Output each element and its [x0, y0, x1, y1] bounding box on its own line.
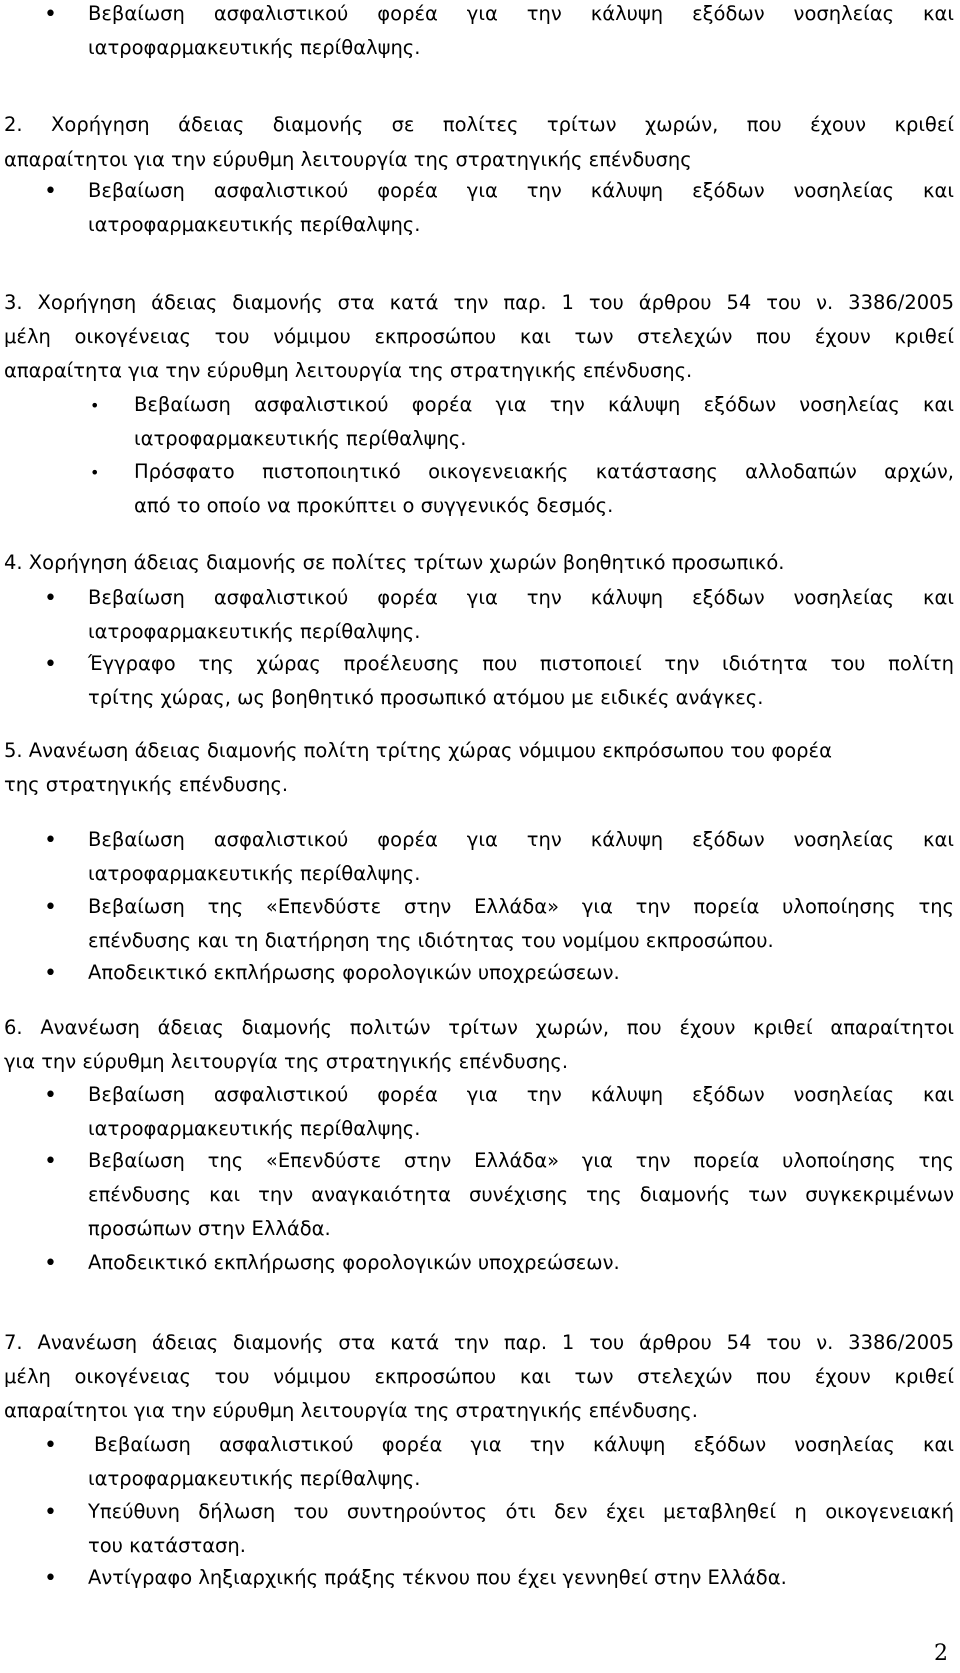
- list-item-text: Βεβαίωση ασφαλιστικού φορέα για την κάλυψη εξόδων νοσηλείας και: [88, 586, 954, 609]
- bullet-icon: •: [90, 463, 100, 482]
- list-item-text: επένδυσης και τη διατήρηση της ιδιότητας του νομίμου εκπροσώπου.: [88, 929, 774, 952]
- bullet-icon: •: [44, 1566, 57, 1591]
- bullet-icon: •: [44, 586, 57, 611]
- bullet-icon: •: [44, 1500, 57, 1525]
- list-item-text: ιατροφαρμακευτικής περίθαλψης.: [88, 620, 421, 643]
- section-heading: απαραίτητα για την εύρυθμη λειτουργία της στρατηγικής επένδυσης.: [4, 359, 693, 382]
- section-heading: 5. Ανανέωση άδειας διαμονής πολίτη τρίτης χώρας νόμιμου εκπρόσωπου του φορέα: [4, 739, 832, 762]
- list-item-text: Έγγραφο της χώρας προέλευσης που πιστοποιεί την ιδιότητα του πολίτη: [88, 652, 954, 675]
- list-item-text: προσώπων στην Ελλάδα.: [88, 1217, 331, 1240]
- section-heading: 6. Ανανέωση άδειας διαμονής πολιτών τρίτων χωρών, που έχουν κριθεί απαραίτητοι: [4, 1016, 954, 1039]
- bullet-icon: •: [44, 1149, 57, 1174]
- bullet-icon: •: [44, 179, 57, 204]
- section-heading: μέλη οικογένειας του νόμιμου εκπροσώπου και των στελεχών που έχουν κριθεί: [4, 1365, 954, 1388]
- list-item-text: του κατάσταση.: [88, 1534, 246, 1557]
- list-item-text: Βεβαίωση της «Επενδύστε στην Ελλάδα» για την πορεία υλοποίησης της: [88, 1149, 954, 1172]
- list-item-text: ιατροφαρμακευτικής περίθαλψης.: [88, 1117, 421, 1140]
- list-item-text: ιατροφαρμακευτικής περίθαλψης.: [134, 427, 467, 450]
- bullet-icon: •: [44, 652, 57, 677]
- section-heading: 2. Χορήγηση άδειας διαμονής σε πολίτες τρίτων χωρών, που έχουν κριθεί: [4, 113, 954, 136]
- section-heading: της στρατηγικής επένδυσης.: [4, 773, 289, 796]
- list-item-text: ιατροφαρμακευτικής περίθαλψης.: [88, 213, 421, 236]
- list-item-text: Βεβαίωση της «Επενδύστε στην Ελλάδα» για την πορεία υλοποίησης της: [88, 895, 954, 918]
- list-item-text: Αποδεικτικό εκπλήρωσης φορολογικών υποχρεώσεων.: [88, 1251, 620, 1274]
- bullet-icon: •: [44, 1083, 57, 1108]
- list-item-text: ιατροφαρμακευτικής περίθαλψης.: [88, 1467, 421, 1490]
- list-item-text: Υπεύθυνη δήλωση του συντηρούντος ότι δεν έχει μεταβληθεί η οικογενειακή: [88, 1500, 954, 1523]
- list-item-text: ιατροφαρμακευτικής περίθαλψης.: [88, 36, 421, 59]
- list-item-text: Βεβαίωση ασφαλιστικού φορέα για την κάλυψη εξόδων νοσηλείας και: [134, 393, 954, 416]
- list-item-text: τρίτης χώρας, ως βοηθητικό προσωπικό ατόμου με ειδικές ανάγκες.: [88, 686, 764, 709]
- section-heading: απαραίτητοι για την εύρυθμη λειτουργία της στρατηγικής επένδυσης: [4, 148, 692, 171]
- list-item-text: Αποδεικτικό εκπλήρωσης φορολογικών υποχρεώσεων.: [88, 961, 620, 984]
- list-item-text: Αντίγραφο ληξιαρχικής πράξης τέκνου που έχει γεννηθεί στην Ελλάδα.: [88, 1566, 787, 1589]
- list-item-text: ιατροφαρμακευτικής περίθαλψης.: [88, 862, 421, 885]
- list-item-text: Βεβαίωση ασφαλιστικού φορέα για την κάλυψη εξόδων νοσηλείας και: [88, 2, 954, 25]
- section-heading: για την εύρυθμη λειτουργία της στρατηγικής επένδυσης.: [4, 1050, 569, 1073]
- list-item-text: Πρόσφατο πιστοποιητικό οικογενειακής κατάστασης αλλοδαπών αρχών,: [134, 460, 954, 483]
- page-number: 2: [934, 1641, 948, 1666]
- list-item-text: επένδυσης και την αναγκαιότητα συνέχισης της διαμονής των συγκεκριμένων: [88, 1183, 954, 1206]
- bullet-icon: •: [44, 961, 57, 986]
- bullet-icon: •: [44, 1433, 57, 1458]
- bullet-icon: •: [44, 828, 57, 853]
- section-heading: μέλη οικογένειας του νόμιμου εκπροσώπου και των στελεχών που έχουν κριθεί: [4, 325, 954, 348]
- section-heading: 7. Ανανέωση άδειας διαμονής στα κατά την παρ. 1 του άρθρου 54 του ν. 3386/2005: [4, 1331, 954, 1354]
- section-heading: απαραίτητοι για την εύρυθμη λειτουργία της στρατηγικής επένδυσης.: [4, 1399, 698, 1422]
- bullet-icon: •: [90, 396, 100, 415]
- bullet-icon: •: [44, 895, 57, 920]
- list-item-text: Βεβαίωση ασφαλιστικού φορέα για την κάλυψη εξόδων νοσηλείας και: [88, 179, 954, 202]
- list-item-text: Βεβαίωση ασφαλιστικού φορέα για την κάλυψη εξόδων νοσηλείας και: [88, 828, 954, 851]
- list-item-text: Βεβαίωση ασφαλιστικού φορέα για την κάλυψη εξόδων νοσηλείας και: [88, 1083, 954, 1106]
- section-heading: 3. Χορήγηση άδειας διαμονής στα κατά την παρ. 1 του άρθρου 54 του ν. 3386/2005: [4, 291, 954, 314]
- bullet-icon: •: [44, 2, 57, 27]
- bullet-icon: •: [44, 1251, 57, 1276]
- list-item-text: από το οποίο να προκύπτει ο συγγενικός δεσμός.: [134, 494, 614, 517]
- section-heading: 4. Χορήγηση άδειας διαμονής σε πολίτες τρίτων χωρών βοηθητικό προσωπικό.: [4, 551, 785, 574]
- list-item-text: Βεβαίωση ασφαλιστικού φορέα για την κάλυψη εξόδων νοσηλείας και: [94, 1433, 954, 1456]
